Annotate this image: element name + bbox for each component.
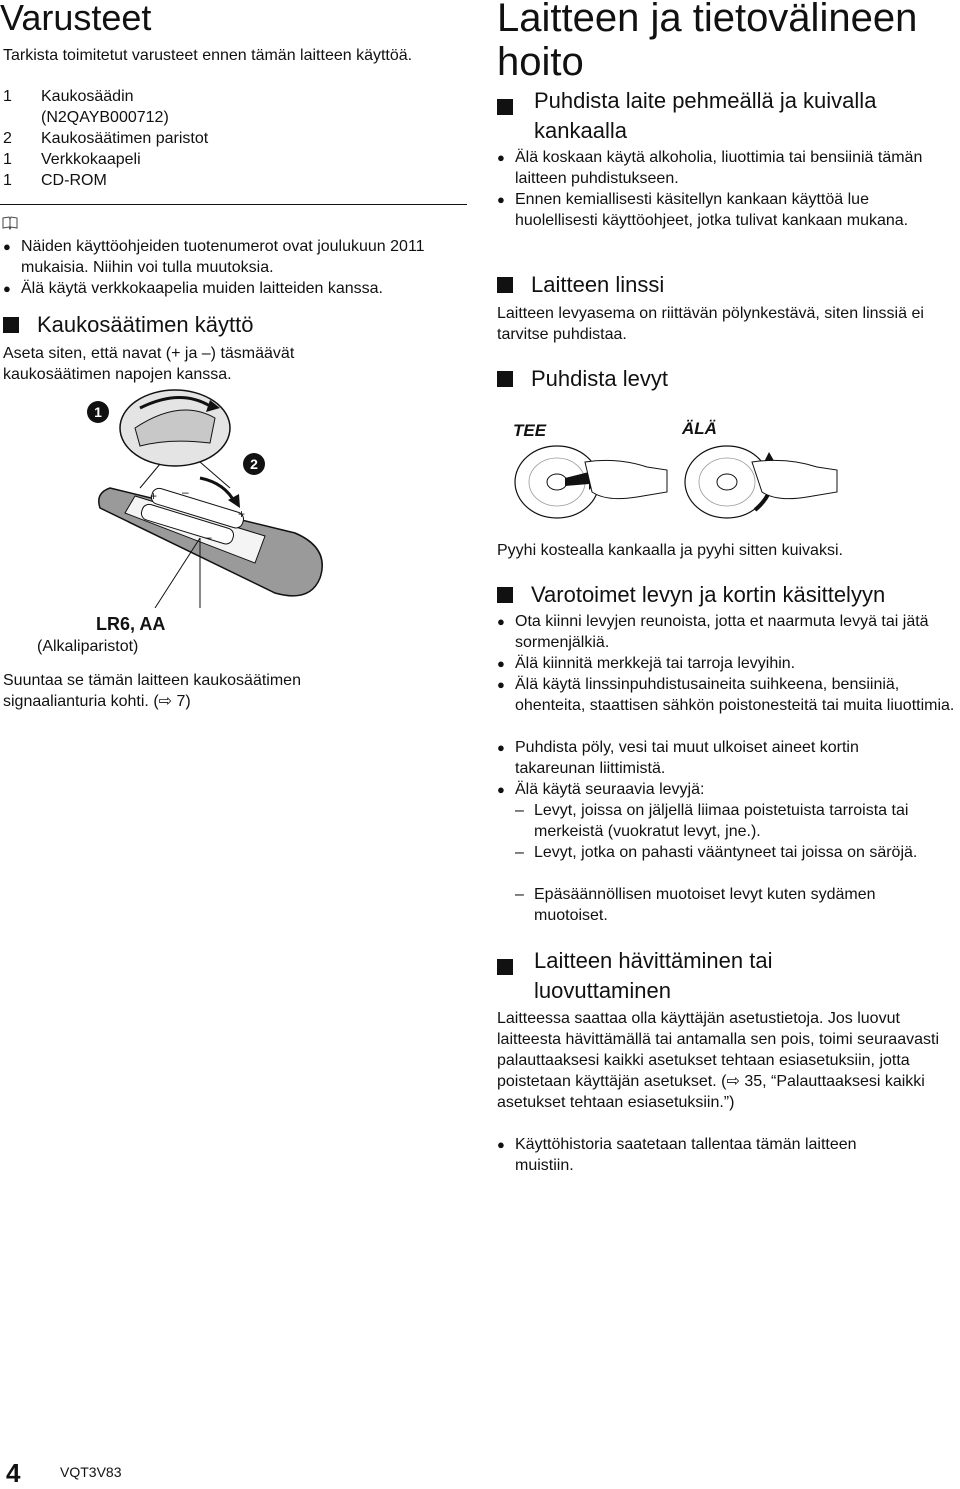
document-code: VQT3V83 bbox=[60, 1464, 122, 1480]
svg-text:–: – bbox=[205, 530, 212, 544]
disc-cleaning-illustration bbox=[497, 412, 960, 532]
battery-type-sub: (Alkaliparistot) bbox=[37, 638, 139, 655]
battery-insertion-illustration bbox=[40, 388, 340, 608]
notes-list bbox=[3, 236, 463, 298]
handling-heading: Varotoimet levyn ja kortin käsittelyyn bbox=[497, 580, 960, 610]
list-item: 2 Kaukosäätimen paristot bbox=[3, 130, 209, 147]
lens-text: Laitteen levyasema on riittävän pölynkestävä, siten linssiä ei tarvitse puhdistaa. bbox=[497, 305, 924, 343]
list-item: 1 Verkkokaapeli bbox=[3, 151, 141, 168]
svg-text:+: + bbox=[238, 507, 246, 521]
book-icon bbox=[2, 216, 18, 230]
list-item: – Levyt, jotka on pahasti vääntyneet tai joissa on säröjä. bbox=[515, 844, 918, 861]
list-item: ● Älä käytä verkkokaapelia muiden laitteiden kanssa. bbox=[3, 280, 383, 297]
list-item: ● Ota kiinni levyjen reunoista, jotta et naarmuta levyä tai jätä sormenjälkiä. bbox=[497, 613, 929, 651]
remote-heading: Kaukosäätimen käyttö bbox=[3, 310, 463, 340]
accessory-list bbox=[3, 86, 433, 196]
lens-heading: Laitteen linssi bbox=[497, 270, 960, 300]
list-item: ● Älä koskaan käytä alkoholia, liuottimia tai bensiiniä tämän laitteen puhdistukseen. bbox=[497, 149, 923, 187]
accessories-intro: Tarkista toimitetut varusteet ennen tämän laitteen käyttöä. bbox=[3, 47, 413, 64]
dont-label: ÄLÄ bbox=[682, 419, 717, 438]
wipe-instructions: Pyyhi kostealla kankaalla ja pyyhi sitten kuivaksi. bbox=[497, 542, 843, 559]
remote-instructions: Aseta siten, että navat (+ ja –) täsmäävät kaukosäätimen napojen kanssa. bbox=[3, 345, 295, 383]
square-bullet-icon bbox=[497, 371, 513, 387]
list-item: 1 CD-ROM bbox=[3, 172, 107, 189]
list-item: – Levyt, joissa on jäljellä liimaa poistetuista tarroista tai merkeistä (vuokratut levyt, jne.). bbox=[515, 802, 909, 840]
step-1-label: 1 bbox=[94, 404, 102, 420]
battery-type-label: LR6, AA bbox=[96, 614, 166, 634]
square-bullet-icon bbox=[497, 99, 513, 115]
divider bbox=[0, 204, 467, 205]
list-item: – Epäsäännöllisen muotoiset levyt kuten sydämen muotoiset. bbox=[515, 886, 876, 924]
remote-pointing-text: Suuntaa se tämän laitteen kaukosäätimen signaalianturia kohti. (⇨ 7) bbox=[3, 672, 301, 710]
step-2-label: 2 bbox=[250, 456, 258, 472]
page-number: 4 bbox=[6, 1458, 21, 1488]
disposal-text: Laitteessa saattaa olla käyttäjän asetustietoja. Jos luovut laitteesta hävittämällä tai antamalla sen pois, toimi seuraavasti palauttaaksesi kaikki asetukset tehtaan esiasetuksiin, jotta poistetaan käyttäjän asetukset. (⇨ 35, “Palauttaaksesi kaikki asetukset tehtaan esiasetuksiin.”) bbox=[497, 1010, 939, 1111]
list-item: ● Älä käytä linssinpuhdistusaineita suihkeena, bensiiniä, ohenteita, staattisen sähkön poistonesteitä tai muita liuottimia. bbox=[497, 676, 955, 714]
section-title-care: Laitteen ja tietovälineen hoito bbox=[497, 0, 918, 84]
svg-text:–: – bbox=[182, 485, 189, 499]
svg-text:+: + bbox=[150, 489, 158, 503]
list-item: ● Ennen kemiallisesti käsitellyn kankaan käyttöä lue huolellisesti käyttöohjeet, jotka tulivat kankaan mukana. bbox=[497, 191, 909, 229]
square-bullet-icon bbox=[497, 277, 513, 293]
square-bullet-icon bbox=[3, 317, 19, 333]
list-item: ● Puhdista pöly, vesi tai muut ulkoiset aineet kortin takareunan liittimistä. bbox=[497, 739, 859, 777]
do-label: TEE bbox=[513, 421, 547, 440]
list-item: ● Näiden käyttöohjeiden tuotenumerot ovat joulukuun 2011 mukaisia. Niihin voi tulla muutoksia. bbox=[3, 238, 425, 276]
list-item: ● Älä kiinnitä merkkejä tai tarroja levyihin. bbox=[497, 655, 796, 672]
section-title-accessories: Varusteet bbox=[0, 0, 152, 38]
cleaning-bullets bbox=[497, 147, 960, 253]
discs-heading: Puhdista levyt bbox=[497, 364, 960, 394]
list-item: 1 Kaukosäädin (N2QAYB000712) bbox=[3, 88, 169, 126]
list-item: ● Käyttöhistoria saatetaan tallentaa tämän laitteen muistiin. bbox=[497, 1136, 857, 1174]
square-bullet-icon bbox=[497, 587, 513, 603]
handling-bullets bbox=[497, 611, 960, 931]
square-bullet-icon bbox=[497, 959, 513, 975]
list-item: ● Älä käytä seuraavia levyjä: bbox=[497, 781, 705, 798]
